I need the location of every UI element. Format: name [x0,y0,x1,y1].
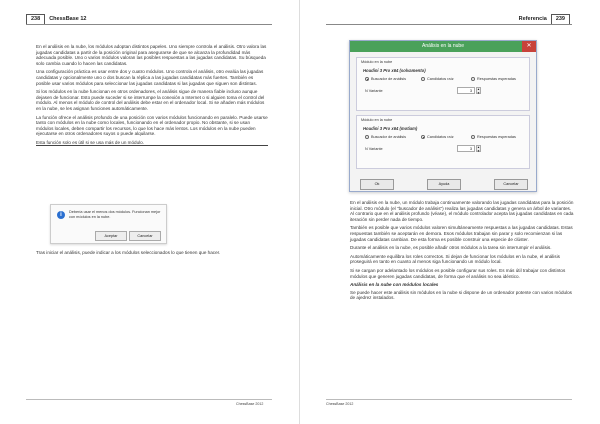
engine-group-2 [356,115,530,169]
right-paragraph-4: Automáticamente equilibra los roles correctos. Si dejan de funcionar los módulos en la nube, el análisis proseguirá en tanto en cuanto al menos siga funcionando un módulo local. [350,253,560,265]
group-2-radio-expected-replies[interactable] [471,135,516,139]
left-footer-rule [26,399,272,400]
group-2-radio-analysis-search[interactable] [365,135,406,139]
radio-label: Respuestas esperadas [477,135,516,139]
right-section-heading: Análisis en la nube con módulos locales [350,282,439,288]
group-2-nvariant-input[interactable]: 3 [457,145,475,152]
group-2-nvariant-label: N Variante [365,147,383,151]
radio-selected-icon [421,135,425,139]
engine-group-1 [356,57,530,111]
group-1-nvariant-spinner-icon[interactable]: ▲ ▼ [477,87,480,95]
left-footer: ChessBase 2012 [236,402,264,406]
cancel-button[interactable]: Cancelar [129,231,161,241]
dialog-cancel-button[interactable]: Cancelar [494,179,528,190]
group-2-radio-root-candidates[interactable] [421,135,454,139]
right-section-text: Se puede hacer este análisis sin módulos en la nube si dispone de un ordenador potente con varios módulos de ajedrez instalados. [350,289,572,301]
dialog-title: Análisis en la nube [422,43,464,49]
warning-message: Debería usar el menos dos módulos. Funcionan mejor con módulos en la nube. [69,210,161,219]
left-header-title: ChessBase 12 [49,16,87,22]
info-icon: i [57,211,65,219]
left-paragraph-3: Si los módulos en la nube funcionan en otros ordenadores, el análisis sigue de manera fiable incluso aunque dejasen de funcionar. Esto puede suceder si se interrumpe la conexión a Internet o si alguien toma el control del módulo. Al menos el módulo de control del análisis debe estar en el ordenador local. Si se añaden más módulos en la nube, se les asignan funciones automáticamente. [36,89,265,111]
group-1-engine-name: Houdini 3 Pro x64 (solvamento) [363,68,426,73]
right-paragraph-2: También es posible que varios módulos valoren simultáneamente respuestas a las jugadas candidatas. Estas respuestas también se aceptarán en demora. Esos módulos trabajan sin parar y solo recomienzan si las jugadas candidatas cambian. De esta forma es posible construir una especie de clúster. [350,225,573,242]
right-page-number: 239 [551,14,570,25]
right-body [350,200,574,304]
radio-icon [421,77,425,81]
group-1-radio-expected-replies[interactable] [471,77,516,81]
left-paragraph-2: Una configuración práctica es usar entre dos y cuatro módulos. Uno controla el análisis, otro evalúa las jugadas candidatas y opcionalmente uno o dos buscan la réplica a las jugadas candidatas más fuertes. También es posible usar varios módulos para seleccionar las jugadas candidatas si las jugadas que siguen son distintas. [36,69,264,86]
dialog-title-bar [350,41,536,52]
group-1-nvariant-input[interactable]: 3 [457,87,475,94]
left-paragraph-1: En el análisis en la nube, los módulos adoptan distintos papeles. Uno siempre controla el análisis. Otro valora las jugadas candidatas a partir de la posición original para asegurarse de que se alcanza la profundidad más adecuada posible. Uno o varios módulos valoran las posibles respuestas a las jugadas candidatas. Su búsqueda solo cambia cuando lo hacen las candidatas. [36,44,267,66]
right-paragraph-5: Si se cargan por adelantado los módulos es posible configurar sus roles. Es más útil trabajar con distintos módulos que generen jugadas candidatas, de forma que el análisis no sea idéntico. [350,267,566,279]
group-2-engine-name: Houdini 3 Pro x64 (motiam) [363,126,418,131]
group-2-nvariant-spinner-icon[interactable]: ▲ ▼ [477,145,480,153]
group-1-nvariant-label: N Variante [365,89,383,93]
group-1-radio-analysis-search[interactable] [365,77,406,81]
radio-icon [365,135,369,139]
radio-label: Candidatos raíz [427,77,454,81]
radio-label: Buscador de análisis [371,77,407,81]
cloud-analysis-dialog [349,40,537,192]
right-header-title: Referencia [518,16,547,22]
left-after-dialog-text: Tras iniciar el análisis, puede indicar a los módulos seleccionados lo que tienen que hacer. [36,250,221,255]
right-footer: ChessBase 2012 [326,402,354,406]
ok-button[interactable]: Ok [360,179,394,190]
left-body [36,44,268,150]
left-paragraph-5: Esta función solo es útil si se usa más de un módulo. [36,140,268,146]
radio-label: Buscador de análisis [371,135,407,139]
left-page-number: 238 [26,14,45,25]
right-header [515,14,570,24]
group-1-label: Módulo en la nube [361,60,393,64]
left-body-after [36,250,268,259]
left-paragraph-4: La función ofrece el análisis profundo de una posición con varios módulos funcionando en paralelo. Puede usarse tanto con módulos en la nube como locales, funcionando en el ordenador propio. No obstante, si se usan módulos locales, deben compartir los recursos, lo que los hace más lentos. Los módulos en la nube pueden ejecutarse en otros ordenadores suyos o puede alquilarse. [36,114,268,137]
right-header-rule [326,24,572,25]
radio-icon [471,77,475,81]
left-header-rule [26,24,272,25]
left-header [26,14,91,24]
close-icon[interactable]: ✕ [522,41,536,52]
radio-icon [471,135,475,139]
right-footer-rule [326,399,572,400]
radio-label: Candidatos raíz [427,135,454,139]
right-paragraph-1: En el análisis en la nube, un módulo trabaja continuamente valorando las jugadas candidatas para la posición inicial. Otro módulo (el "buscador de análisis") realiza las jugadas candidatas y genera un árbol de variantes. Al contrario que en el análisis profundo (véase), el módulo controlador acepta las jugadas candidatas en cada iteración sin perder nada de tiempo. [350,200,574,222]
group-2-label: Módulo en la nube [361,118,393,122]
radio-selected-icon [365,77,369,81]
radio-label: Respuestas esperadas [477,77,516,81]
right-paragraph-3: Durante el análisis en la nube, es posible añadir otros módulos a la tarea sin interrumpir el análisis. [350,245,552,251]
help-button[interactable]: Ayuda [427,179,461,190]
accept-button[interactable]: Aceptar [95,231,127,241]
two-engines-warning-dialog [50,204,167,244]
group-1-radio-root-candidates[interactable] [421,77,454,81]
